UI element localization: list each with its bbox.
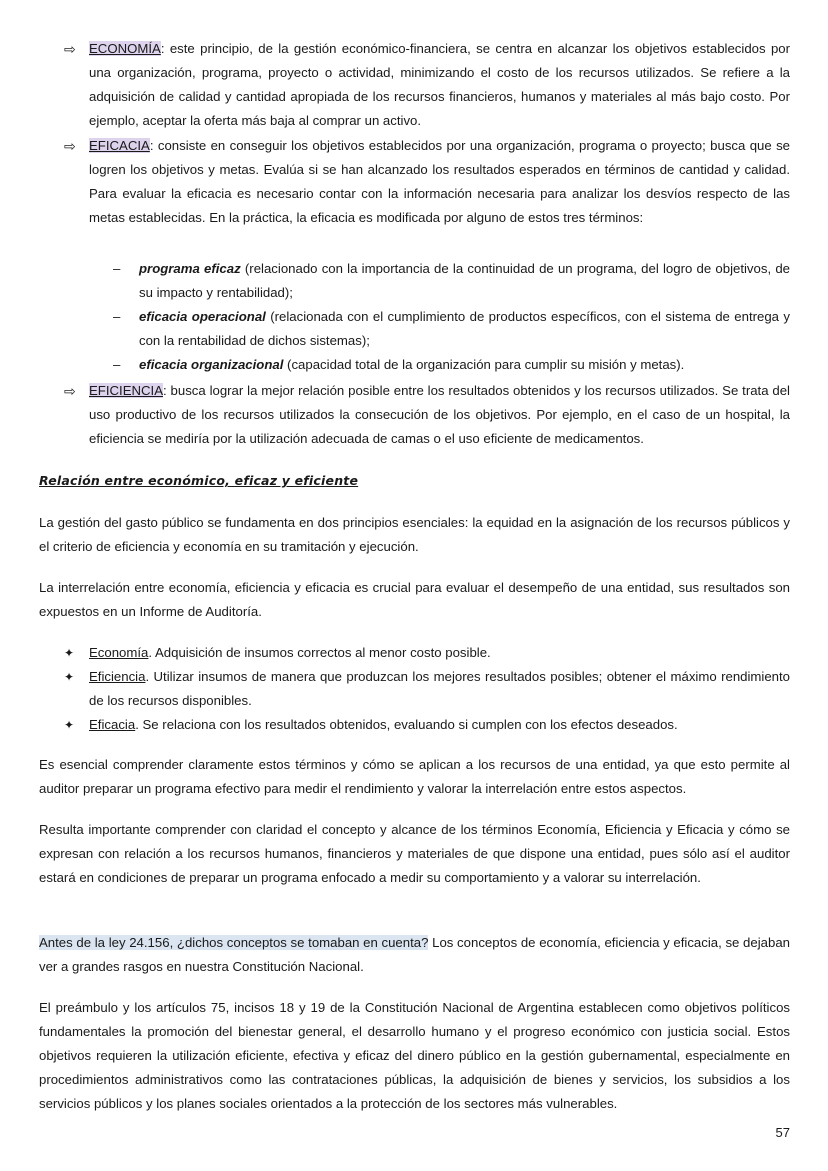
list-item [113, 353, 790, 377]
eficacia-subterms-list [113, 257, 790, 377]
four-point-star-icon: ✦ [64, 718, 75, 732]
subterm-programa-eficaz: programa eficaz [139, 261, 241, 276]
term-eficiencia-short: Eficiencia [89, 669, 146, 684]
list-item [64, 713, 790, 737]
section-heading: Relación entre económico, eficaz y eficiente [39, 473, 359, 488]
subterm-text: (capacidad total de la organización para cumplir su misión y metas). [283, 357, 685, 372]
highlighted-question: Antes de la ley 24.156, ¿dichos conceptos se tomaban en cuenta? [39, 935, 429, 950]
subterm-text: (relacionado con la importancia de la continuidad de un programa, del logro de objetivos, de su impacto y rentabilidad); [139, 261, 790, 300]
term-eficiencia: EFICIENCIA [89, 383, 164, 398]
arrow-right-icon: ⇨ [64, 41, 76, 57]
list-item [64, 641, 790, 665]
paragraph-gasto-publico: La gestión del gasto público se fundamenta en dos principios esenciales: la equidad en la asignación de los recursos públicos y el criterio de eficiencia y economía en su tramitación y ejecución. [39, 515, 790, 554]
term-economia: ECONOMÍA [89, 41, 161, 56]
principle-eficiencia [64, 379, 790, 451]
dash-bullet: – [113, 309, 121, 324]
paragraph-ley-24156 [39, 931, 790, 979]
eficacia-definition: : consiste en conseguir los objetivos establecidos por una organización, programa o proyecto; busca que se logren los objetivos y metas. Evalúa si se han alcanzado los resultados esperados en términos de cantidad y calidad. Para evaluar la eficacia es necesario contar con la información necesaria para analizar los desvíos respecto de las metas establecidas. En la práctica, la eficacia es modificada por alguno de estos tres términos: [89, 138, 790, 225]
definition-text: . Se relaciona con los resultados obtenidos, evaluando si cumplen con los efectos deseados. [135, 717, 678, 732]
arrow-right-icon: ⇨ [64, 383, 76, 399]
economia-definition: : este principio, de la gestión económico-financiera, se centra en alcanzar los objetivos establecidos por una organización, programa, proyecto o actividad, minimizando el costo de los recursos utilizados. Se refiere a la adquisición de calidad y cantidad apropiada de los recursos financieros, humanos y materiales al más bajo costo. Por ejemplo, aceptar la oferta más baja al comprar un activo. [89, 41, 790, 128]
four-point-star-icon: ✦ [64, 646, 75, 660]
term-economia-short: Economía [89, 645, 149, 660]
eficiencia-definition: : busca lograr la mejor relación posible entre los resultados obtenidos y los recursos utilizados. Se trata del uso productivo de los recursos utilizados la consecución de los objetivos. Por ejemplo, en el caso de un hospital, la eficiencia se mediría por la utilización adecuada de camas o el uso eficiente de medicamentos. [89, 383, 790, 446]
paragraph-interrelacion: La interrelación entre economía, eficiencia y eficacia es crucial para evaluar el desempeño de una entidad, sus resultados son expuestos en un Informe de Auditoría. [39, 580, 790, 619]
four-point-star-icon: ✦ [64, 670, 75, 684]
dash-bullet: – [113, 261, 121, 276]
subterm-eficacia-operacional: eficacia operacional [139, 309, 266, 324]
definitions-list [64, 641, 790, 737]
page-number: 57 [775, 1125, 790, 1140]
paragraph-esencial: Es esencial comprender claramente estos términos y cómo se aplican a los recursos de una entidad, ya que esto permite al auditor preparar un programa efectivo para medir el rendimiento y valorar la interrelación entre estos aspectos. [39, 757, 790, 796]
subterm-eficacia-organizacional: eficacia organizacional [139, 357, 284, 372]
principle-economia-text [89, 37, 790, 133]
paragraph-constitucion: El preámbulo y los artículos 75, incisos 18 y 19 de la Constitución Nacional de Argentina establecen como objetivos políticos fundamentales la promoción del bienestar general, el desarrollo humano y el progreso económico con justicia social. Estos objetivos requieren la utilización eficiente, efectiva y eficaz del dinero público en la gestión gubernamental, especialmente en procedimientos administrativos como las contrataciones públicas, la adquisición de bienes y servicios, los subsidios a los servicios públicos y los planes sociales orientados a la protección de los sectores más vulnerables. [39, 1000, 790, 1111]
term-eficacia: EFICACIA [89, 138, 150, 153]
subterm-text: (relacionada con el cumplimiento de productos específicos, con el sistema de entrega y con la rentabilidad de dichos sistemas); [139, 309, 790, 348]
term-eficacia-short: Eficacia [89, 717, 136, 732]
list-item [113, 257, 790, 305]
definition-text: . Adquisición de insumos correctos al menor costo posible. [148, 645, 491, 660]
principle-eficacia-text [89, 134, 790, 230]
answer-text: Los conceptos de economía, eficiencia y eficacia, se dejaban ver a grandes rasgos en nuestra Constitución Nacional. [39, 935, 790, 974]
principle-eficacia [64, 134, 790, 230]
arrow-right-icon: ⇨ [64, 138, 76, 154]
paragraph-importante: Resulta importante comprender con claridad el concepto y alcance de los términos Economía, Eficiencia y Eficacia y cómo se expresan con relación a los recursos humanos, financieros y materiales de que dispone una entidad, pues sólo así el auditor estará en condiciones de preparar un programa enfocado a medir su comportamiento y a valorar su interrelación. [39, 822, 790, 885]
principle-eficiencia-text [89, 379, 790, 451]
dash-bullet: – [113, 357, 121, 372]
list-item [113, 305, 790, 353]
definition-text: . Utilizar insumos de manera que produzcan los mejores resultados posibles; obtener el máximo rendimiento de los recursos disponibles. [89, 669, 790, 708]
list-item [64, 665, 790, 713]
principle-economia [64, 37, 790, 133]
